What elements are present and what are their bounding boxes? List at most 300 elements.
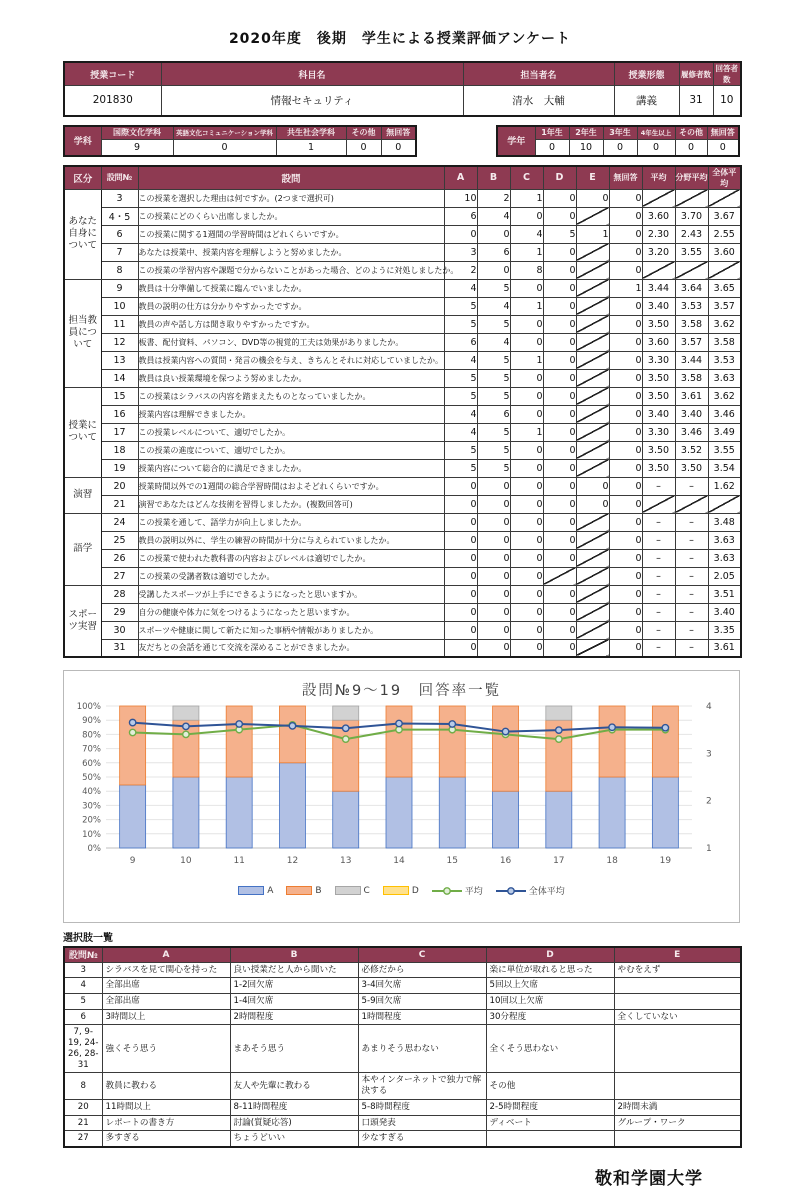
count-cell-e xyxy=(576,207,609,225)
count-cell-e xyxy=(576,549,609,567)
question-number-cell: 8 xyxy=(101,261,138,279)
count-cell-c: 0 xyxy=(510,495,543,513)
count-cell-a: 0 xyxy=(444,621,477,639)
field-average-cell: 3.70 xyxy=(675,207,708,225)
question-text-cell: 教員は授業内容への質問・発言の機会を与え、きちんとそれに対応していましたか。 xyxy=(138,351,444,369)
left-axis-tick: 60% xyxy=(82,758,101,769)
field-average-cell: 3.40 xyxy=(675,405,708,423)
option-cell-a: 全部出席 xyxy=(102,993,230,1009)
count-cell-d: 0 xyxy=(543,333,576,351)
count-cell-e xyxy=(576,585,609,603)
count-cell-e xyxy=(576,315,609,333)
right-axis-tick: 4 xyxy=(706,702,712,712)
table-row xyxy=(64,495,741,513)
option-cell-a: 11時間以上 xyxy=(102,1099,230,1115)
bar-segment xyxy=(546,791,572,848)
chart-svg xyxy=(64,700,736,878)
line-marker xyxy=(183,731,189,737)
bar-segment xyxy=(333,791,359,848)
field-average-cell: – xyxy=(675,549,708,567)
count-cell-a: 0 xyxy=(444,585,477,603)
count-cell-b: 0 xyxy=(477,513,510,531)
average-cell xyxy=(642,189,675,207)
opt-header-c: C xyxy=(358,947,486,962)
count-cell-c: 0 xyxy=(510,405,543,423)
table-row xyxy=(64,279,741,297)
instructor-header: 担当者名 xyxy=(463,62,614,86)
count-cell-b: 5 xyxy=(477,441,510,459)
count-cell-d: 0 xyxy=(543,189,576,207)
question-number-cell: 12 xyxy=(101,333,138,351)
count-cell-d: 0 xyxy=(543,603,576,621)
count-cell-a: 5 xyxy=(444,315,477,333)
overall-average-cell: 3.35 xyxy=(708,621,741,639)
table-row xyxy=(64,225,741,243)
department-col-1: 英語文化コミュニケーション学科 xyxy=(173,126,276,140)
option-cell-e: やむをえず xyxy=(614,962,741,978)
opt-header-a: A xyxy=(102,947,230,962)
x-axis-label: 12 xyxy=(286,856,299,866)
option-cell-d: 楽に単位が取れると思った xyxy=(486,962,614,978)
overall-average-cell: 2.55 xyxy=(708,225,741,243)
options-row xyxy=(64,1099,741,1115)
bar-segment xyxy=(652,706,678,777)
count-cell-b: 5 xyxy=(477,369,510,387)
table-row xyxy=(64,405,741,423)
opt-header-e: E xyxy=(614,947,741,962)
count-cell-e: 0 xyxy=(576,495,609,513)
field-average-cell: – xyxy=(675,531,708,549)
field-average-cell: – xyxy=(675,639,708,657)
option-cell-a: 3時間以上 xyxy=(102,1009,230,1025)
option-question-number: 20 xyxy=(64,1099,102,1115)
count-cell-noanswer: 0 xyxy=(609,459,642,477)
average-cell: – xyxy=(642,639,675,657)
question-text-cell: 教員の声や話し方は聞き取りやすかったですか。 xyxy=(138,315,444,333)
overall-average-cell: 3.51 xyxy=(708,585,741,603)
instructor-value: 清水 大輔 xyxy=(463,86,614,116)
option-question-number: 5 xyxy=(64,993,102,1009)
question-text-cell: この授業の学習内容や課題で分からないことがあった場合、どのように対処しましたか。 xyxy=(138,261,444,279)
question-number-cell: 29 xyxy=(101,603,138,621)
grade-val-4: 0 xyxy=(675,140,707,156)
count-cell-d: 0 xyxy=(543,207,576,225)
count-cell-a: 4 xyxy=(444,423,477,441)
count-cell-b: 2 xyxy=(477,189,510,207)
overall-average-cell: 3.53 xyxy=(708,351,741,369)
qt-header-avg: 平均 xyxy=(642,166,675,190)
average-cell: 3.50 xyxy=(642,441,675,459)
option-cell-c: 1時間程度 xyxy=(358,1009,486,1025)
options-row xyxy=(64,1115,741,1131)
qt-header-e: E xyxy=(576,166,609,190)
field-average-cell: – xyxy=(675,621,708,639)
options-row xyxy=(64,1025,741,1073)
department-col-3: その他 xyxy=(346,126,381,140)
grade-val-1: 10 xyxy=(569,140,603,156)
average-cell: – xyxy=(642,603,675,621)
overall-average-cell: 3.54 xyxy=(708,459,741,477)
question-text-cell: 演習であなたはどんな技術を習得しましたか。(複数回答可) xyxy=(138,495,444,513)
question-number-cell: 7 xyxy=(101,243,138,261)
overall-average-cell: 3.61 xyxy=(708,639,741,657)
legend-label: B xyxy=(315,885,322,896)
count-cell-e: 0 xyxy=(576,477,609,495)
question-number-cell: 10 xyxy=(101,297,138,315)
option-cell-e xyxy=(614,978,741,994)
field-average-cell xyxy=(675,261,708,279)
question-text-cell: スポーツや健康に関して新たに知った事柄や情報がありましたか。 xyxy=(138,621,444,639)
count-cell-e xyxy=(576,405,609,423)
bar-segment xyxy=(439,777,465,848)
count-cell-noanswer: 0 xyxy=(609,351,642,369)
bar-segment xyxy=(439,706,465,777)
count-cell-c: 0 xyxy=(510,477,543,495)
option-cell-b: まあそう思う xyxy=(230,1025,358,1073)
option-cell-b: 2時間程度 xyxy=(230,1009,358,1025)
bar-segment xyxy=(386,777,412,848)
count-cell-e xyxy=(576,639,609,657)
legend-line-swatch xyxy=(496,886,526,896)
chart xyxy=(63,670,740,923)
x-axis-label: 14 xyxy=(393,856,405,866)
questions-table xyxy=(63,165,742,659)
option-cell-e xyxy=(614,1073,741,1099)
count-cell-a: 4 xyxy=(444,279,477,297)
respondent-count-header: 回答者数 xyxy=(713,62,741,86)
grade-col-4: その他 xyxy=(675,126,707,140)
legend-item xyxy=(383,886,419,896)
count-cell-d: 0 xyxy=(543,477,576,495)
field-average-cell: 3.64 xyxy=(675,279,708,297)
count-cell-a: 2 xyxy=(444,261,477,279)
question-text-cell: この授業の受講者数は適切でしたか。 xyxy=(138,567,444,585)
overall-average-cell: 3.60 xyxy=(708,243,741,261)
count-cell-c: 1 xyxy=(510,189,543,207)
count-cell-b: 5 xyxy=(477,351,510,369)
option-cell-c: 3-4回欠席 xyxy=(358,978,486,994)
field-average-cell: 2.43 xyxy=(675,225,708,243)
count-cell-noanswer: 0 xyxy=(609,405,642,423)
count-cell-e xyxy=(576,297,609,315)
count-cell-c: 0 xyxy=(510,387,543,405)
option-cell-a: 全部出席 xyxy=(102,978,230,994)
count-cell-b: 0 xyxy=(477,603,510,621)
respondent-count-value: 10 xyxy=(713,86,741,116)
grade-col-5: 無回答 xyxy=(707,126,739,140)
average-cell: 3.60 xyxy=(642,207,675,225)
overall-average-cell: 3.62 xyxy=(708,315,741,333)
count-cell-b: 0 xyxy=(477,639,510,657)
question-text-cell: 教員は十分準備して授業に臨んでいましたか。 xyxy=(138,279,444,297)
bar-segment xyxy=(493,706,519,791)
count-cell-noanswer: 0 xyxy=(609,189,642,207)
options-row xyxy=(64,962,741,978)
option-cell-b: 8-11時間程度 xyxy=(230,1099,358,1115)
field-average-cell: 3.58 xyxy=(675,369,708,387)
qt-header-field-avg: 分野平均 xyxy=(675,166,708,190)
count-cell-b: 0 xyxy=(477,495,510,513)
count-cell-e xyxy=(576,531,609,549)
count-cell-noanswer: 0 xyxy=(609,495,642,513)
count-cell-e xyxy=(576,603,609,621)
option-cell-a: シラバスを見て関心を持った xyxy=(102,962,230,978)
legend-item xyxy=(238,886,273,896)
opt-header-no: 設問№ xyxy=(64,947,102,962)
count-cell-a: 0 xyxy=(444,225,477,243)
line-marker xyxy=(289,723,295,729)
option-question-number: 3 xyxy=(64,962,102,978)
table-row xyxy=(64,243,741,261)
table-row xyxy=(64,315,741,333)
question-number-cell: 4・5 xyxy=(101,207,138,225)
question-number-cell: 31 xyxy=(101,639,138,657)
right-axis-tick: 1 xyxy=(706,844,712,854)
count-cell-b: 0 xyxy=(477,225,510,243)
option-question-number: 27 xyxy=(64,1131,102,1147)
department-label: 学科 xyxy=(64,126,101,156)
average-cell: – xyxy=(642,567,675,585)
count-cell-c: 1 xyxy=(510,243,543,261)
option-cell-d xyxy=(486,1131,614,1147)
question-text-cell: 友だちとの会話を通じて交流を深めることができましたか。 xyxy=(138,639,444,657)
count-cell-c: 0 xyxy=(510,369,543,387)
bar-segment xyxy=(279,706,305,763)
count-cell-c: 0 xyxy=(510,459,543,477)
count-cell-d: 0 xyxy=(543,621,576,639)
field-average-cell: – xyxy=(675,477,708,495)
option-question-number: 7, 9-19, 24-26, 28-31 xyxy=(64,1025,102,1073)
option-cell-c: 5-9回欠席 xyxy=(358,993,486,1009)
left-axis-tick: 90% xyxy=(82,716,101,727)
question-text-cell: 自分の健康や体力に気をつけるようになったと思いますか。 xyxy=(138,603,444,621)
count-cell-b: 0 xyxy=(477,567,510,585)
options-row xyxy=(64,993,741,1009)
overall-average-cell: 3.65 xyxy=(708,279,741,297)
page-title: 2020年度 後期 学生による授業評価アンケート xyxy=(228,31,572,47)
field-average-cell: 3.58 xyxy=(675,315,708,333)
question-text-cell: 受講したスポーツが上手にできるようになったと思いますか。 xyxy=(138,585,444,603)
legend-label: D xyxy=(411,885,419,896)
average-cell: 3.20 xyxy=(642,243,675,261)
option-cell-b: 1-2回欠席 xyxy=(230,978,358,994)
average-cell: – xyxy=(642,621,675,639)
field-average-cell: 3.44 xyxy=(675,351,708,369)
chart-legend xyxy=(64,884,739,897)
options-row xyxy=(64,1131,741,1147)
count-cell-d: 0 xyxy=(543,423,576,441)
field-average-cell xyxy=(675,495,708,513)
bar-segment xyxy=(599,706,625,777)
overall-average-cell: 3.49 xyxy=(708,423,741,441)
legend-swatch xyxy=(335,886,361,895)
count-cell-a: 5 xyxy=(444,297,477,315)
count-cell-e: 1 xyxy=(576,225,609,243)
option-question-number: 6 xyxy=(64,1009,102,1025)
count-cell-b: 5 xyxy=(477,387,510,405)
count-cell-e xyxy=(576,243,609,261)
x-axis-label: 9 xyxy=(129,856,136,866)
count-cell-b: 0 xyxy=(477,585,510,603)
category-cell: 演習 xyxy=(64,477,101,513)
option-cell-c: 本やインターネットで独力で解決する xyxy=(358,1073,486,1099)
option-cell-b: 討論(質疑応答) xyxy=(230,1115,358,1131)
demographics-row xyxy=(63,125,740,157)
count-cell-c: 4 xyxy=(510,225,543,243)
overall-average-cell: 3.48 xyxy=(708,513,741,531)
count-cell-e xyxy=(576,459,609,477)
table-row xyxy=(64,369,741,387)
department-val-0: 9 xyxy=(101,140,173,156)
count-cell-c: 1 xyxy=(510,351,543,369)
legend-item xyxy=(496,884,565,897)
option-cell-e: 全くしていない xyxy=(614,1009,741,1025)
grade-val-2: 0 xyxy=(603,140,637,156)
question-number-cell: 19 xyxy=(101,459,138,477)
field-average-cell: 3.61 xyxy=(675,387,708,405)
bar-segment xyxy=(333,706,359,720)
count-cell-c: 0 xyxy=(510,315,543,333)
grade-table xyxy=(496,125,740,157)
count-cell-noanswer: 0 xyxy=(609,441,642,459)
field-average-cell: 3.55 xyxy=(675,243,708,261)
table-row xyxy=(64,477,741,495)
line-marker xyxy=(556,736,562,742)
bar-segment xyxy=(226,706,252,777)
question-text-cell: この授業はシラバスの内容を踏まえたものとなっていましたか。 xyxy=(138,387,444,405)
average-cell: – xyxy=(642,531,675,549)
count-cell-noanswer: 0 xyxy=(609,369,642,387)
question-text-cell: 授業内容について総合的に満足できましたか。 xyxy=(138,459,444,477)
question-text-cell: この授業にどのくらい出席しましたか。 xyxy=(138,207,444,225)
count-cell-b: 5 xyxy=(477,315,510,333)
count-cell-e xyxy=(576,441,609,459)
question-number-cell: 17 xyxy=(101,423,138,441)
count-cell-noanswer: 0 xyxy=(609,297,642,315)
options-body xyxy=(64,962,741,1147)
average-cell: – xyxy=(642,513,675,531)
count-cell-a: 6 xyxy=(444,333,477,351)
count-cell-b: 6 xyxy=(477,243,510,261)
course-code-header: 授業コード xyxy=(64,62,161,86)
option-cell-e xyxy=(614,1025,741,1073)
x-axis-label: 15 xyxy=(446,856,458,866)
subject-name-value: 情報セキュリティ xyxy=(161,86,463,116)
left-axis-tick: 20% xyxy=(82,815,101,826)
bar-segment xyxy=(173,706,199,720)
qt-header-c: C xyxy=(510,166,543,190)
x-axis-label: 11 xyxy=(233,856,245,866)
table-row xyxy=(64,333,741,351)
grade-val-0: 0 xyxy=(535,140,569,156)
count-cell-noanswer: 0 xyxy=(609,207,642,225)
field-average-cell: 3.46 xyxy=(675,423,708,441)
overall-average-cell: 3.63 xyxy=(708,549,741,567)
average-cell xyxy=(642,495,675,513)
question-number-cell: 13 xyxy=(101,351,138,369)
count-cell-noanswer: 0 xyxy=(609,639,642,657)
average-cell: – xyxy=(642,477,675,495)
legend-swatch xyxy=(383,886,409,895)
left-axis-tick: 80% xyxy=(82,730,101,741)
grade-col-3: 4年生以上 xyxy=(637,126,675,140)
question-number-cell: 16 xyxy=(101,405,138,423)
enrolled-count-header: 履修者数 xyxy=(679,62,713,86)
table-row xyxy=(64,441,741,459)
table-row xyxy=(64,585,741,603)
question-number-cell: 6 xyxy=(101,225,138,243)
count-cell-a: 4 xyxy=(444,351,477,369)
count-cell-a: 10 xyxy=(444,189,477,207)
count-cell-noanswer: 0 xyxy=(609,225,642,243)
table-row xyxy=(64,639,741,657)
average-cell: 3.30 xyxy=(642,351,675,369)
count-cell-c: 0 xyxy=(510,513,543,531)
count-cell-d: 0 xyxy=(543,387,576,405)
subject-name-header: 科目名 xyxy=(161,62,463,86)
count-cell-c: 1 xyxy=(510,297,543,315)
overall-average-cell: 3.58 xyxy=(708,333,741,351)
question-number-cell: 9 xyxy=(101,279,138,297)
question-text-cell: 教員の説明以外に、学生の練習の時間が十分に与えられていましたか。 xyxy=(138,531,444,549)
average-cell: 2.30 xyxy=(642,225,675,243)
department-col-2: 共生社会学科 xyxy=(276,126,346,140)
bar-segment xyxy=(493,791,519,848)
qt-header-b: B xyxy=(477,166,510,190)
option-cell-a: 多すぎる xyxy=(102,1131,230,1147)
count-cell-b: 0 xyxy=(477,477,510,495)
count-cell-a: 6 xyxy=(444,207,477,225)
x-axis-label: 19 xyxy=(659,856,672,866)
overall-average-cell xyxy=(708,261,741,279)
count-cell-d: 0 xyxy=(543,495,576,513)
count-cell-noanswer: 0 xyxy=(609,261,642,279)
qt-header-d: D xyxy=(543,166,576,190)
table-row xyxy=(64,261,741,279)
count-cell-noanswer: 1 xyxy=(609,279,642,297)
chart-title: 設問№9～19 回答率一覧 xyxy=(301,683,502,699)
department-val-2: 1 xyxy=(276,140,346,156)
x-axis-label: 16 xyxy=(499,856,512,866)
count-cell-a: 0 xyxy=(444,603,477,621)
legend-swatch xyxy=(238,886,264,895)
option-question-number: 8 xyxy=(64,1073,102,1099)
category-cell: スポーツ実習 xyxy=(64,585,101,657)
count-cell-c: 0 xyxy=(510,639,543,657)
qt-header-question: 設問 xyxy=(138,166,444,190)
overall-average-cell: 3.63 xyxy=(708,369,741,387)
overall-average-cell: 3.57 xyxy=(708,297,741,315)
line-marker xyxy=(129,729,135,735)
count-cell-d: 0 xyxy=(543,297,576,315)
question-text-cell: 授業時間以外での1週間の総合学習時間はおよそどれくらいですか。 xyxy=(138,477,444,495)
count-cell-a: 4 xyxy=(444,405,477,423)
count-cell-b: 5 xyxy=(477,279,510,297)
category-cell: 授業について xyxy=(64,387,101,477)
count-cell-c: 0 xyxy=(510,207,543,225)
count-cell-b: 4 xyxy=(477,297,510,315)
question-number-cell: 15 xyxy=(101,387,138,405)
option-question-number: 4 xyxy=(64,978,102,994)
left-axis-tick: 50% xyxy=(82,773,101,783)
course-code-value: 201830 xyxy=(64,86,161,116)
option-cell-c: あまりそう思わない xyxy=(358,1025,486,1073)
question-number-cell: 25 xyxy=(101,531,138,549)
count-cell-a: 0 xyxy=(444,495,477,513)
question-text-cell: この授業の進度について、適切でしたか。 xyxy=(138,441,444,459)
table-row xyxy=(64,531,741,549)
count-cell-noanswer: 0 xyxy=(609,585,642,603)
